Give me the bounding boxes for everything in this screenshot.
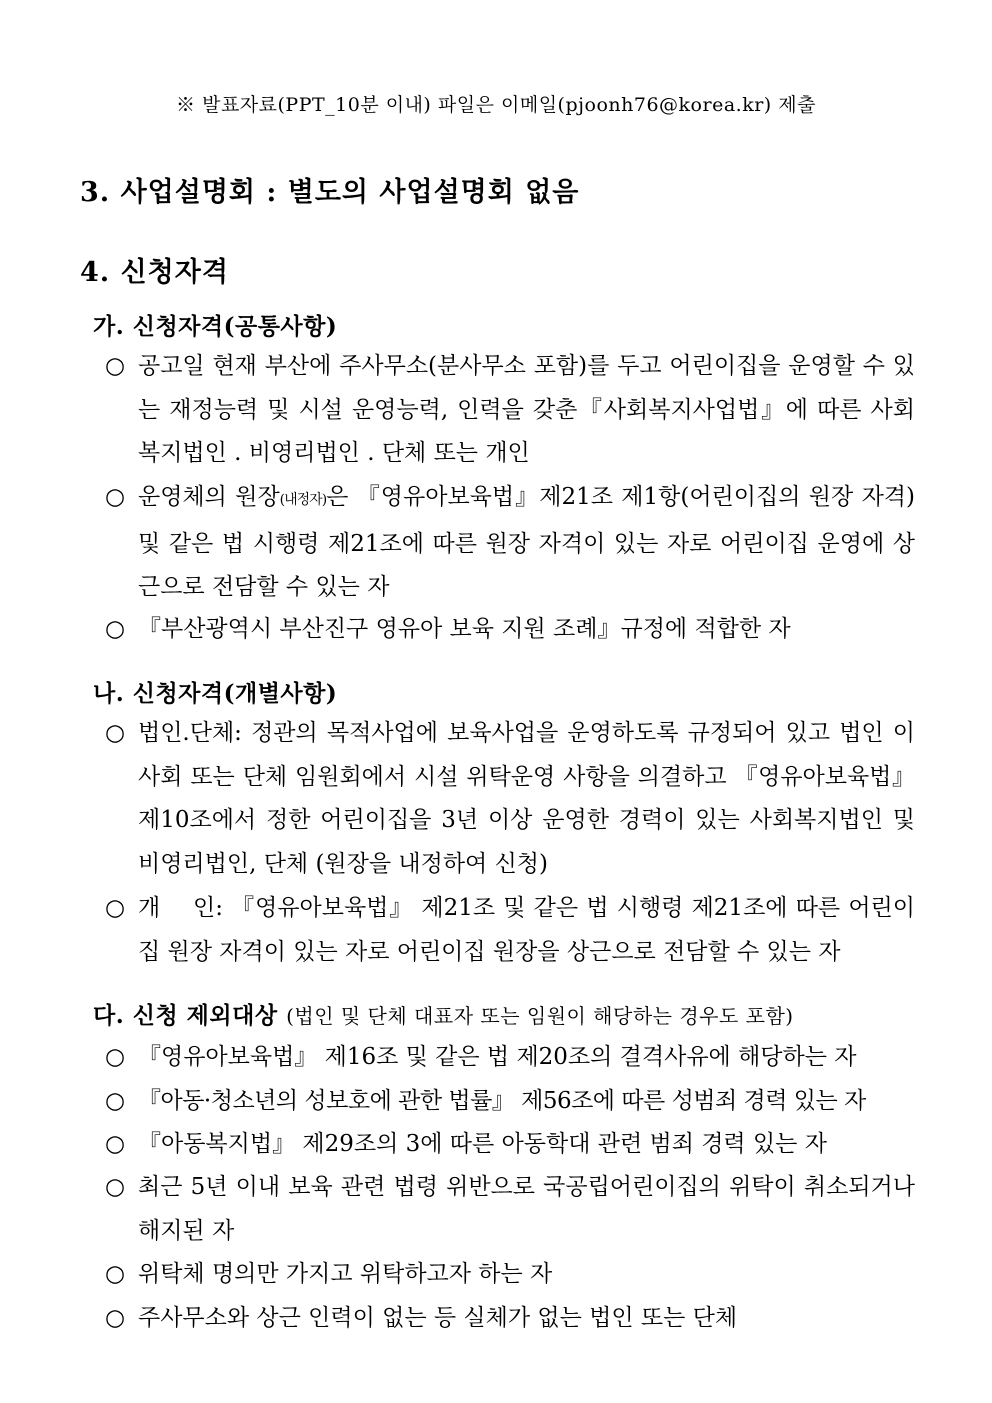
circle-bullet-icon: ○ <box>105 1131 126 1157</box>
list-item <box>105 1253 915 1297</box>
circle-bullet-icon: ○ <box>105 1261 126 1287</box>
list-item-text-b: 은 『영유아보육법』제21조 제1항(어린이집의 원장 자격) 및 같은 법 시행령 제21조에 따른 원장 자격이 있는 자로 어린이집 운영에 상근으로 전담할 수 있는 자 <box>138 484 915 600</box>
circle-bullet-icon: ○ <box>105 1044 126 1070</box>
list-item-text: 위탁체 명의만 가지고 위탁하고자 하는 자 <box>138 1261 553 1287</box>
list-item <box>105 345 915 476</box>
list-item-text: 최근 5년 이내 보육 관련 법령 위반으로 국공립어린이집의 위탁이 취소되거나 해지된 자 <box>138 1174 915 1244</box>
list-item <box>105 1297 915 1341</box>
subsection-da-title-main: 다. 신청 제외대상 <box>93 1002 278 1029</box>
subsection-ga-title: 가. 신청자격(공통사항) <box>93 313 338 340</box>
circle-bullet-icon: ○ <box>105 1174 126 1200</box>
section-4-title: 4. 신청자격 <box>80 257 229 288</box>
list-item-text: 개 인: 『영유아보육법』 제21조 및 같은 법 시행령 제21조에 따른 어린이집 원장 자격이 있는 자로 어린이집 원장을 상근으로 전담할 수 있는 자 <box>138 895 915 965</box>
list-item-text: 주사무소와 상근 인력이 없는 등 실체가 없는 법인 또는 단체 <box>138 1305 738 1331</box>
section-3-title: 3. 사업설명회 : 별도의 사업설명회 없음 <box>80 177 580 208</box>
circle-bullet-icon: ○ <box>105 720 126 746</box>
list-item-text: 『부산광역시 부산진구 영유아 보육 지원 조례』규정에 적합한 자 <box>138 616 791 642</box>
list-item <box>105 1080 915 1124</box>
list-item-text: 『아동복지법』 제29조의 3에 따른 아동학대 관련 범죄 경력 있는 자 <box>138 1131 827 1157</box>
subsection-na-title: 나. 신청자격(개별사항) <box>93 680 338 707</box>
list-item <box>105 1036 915 1080</box>
list-item-text: 공고일 현재 부산에 주사무소(분사무소 포함)를 두고 어린이집을 운영할 수 있는 재정능력 및 시설 운영능력, 인력을 갖춘『사회복지사업법』에 따른 사회복지법인 . 비영리법인 . 단체 또는 개인 <box>138 353 915 466</box>
circle-bullet-icon: ○ <box>105 1088 126 1114</box>
subsection-da-title <box>93 997 794 1030</box>
circle-bullet-icon: ○ <box>105 353 126 379</box>
list-item <box>105 1166 915 1253</box>
list-item-text <box>138 476 915 610</box>
circle-bullet-icon: ○ <box>105 1305 126 1331</box>
subsection-da-title-paren: (법인 및 단체 대표자 또는 임원이 해당하는 경우도 포함) <box>286 1004 794 1028</box>
list-item-text: 『영유아보육법』 제16조 및 같은 법 제20조의 결격사유에 해당하는 자 <box>138 1044 857 1070</box>
list-item <box>105 1123 915 1167</box>
list-item <box>105 712 915 886</box>
list-item-text: 법인.단체: 정관의 목적사업에 보육사업을 운영하도록 규정되어 있고 법인 이사회 또는 단체 임원회에서 시설 위탁운영 사항을 의결하고 『영유아보육법』 제10조에서 정한 어린이집을 3년 이상 운영한 경력이 있는 사회복지법인 및 비영리법인, 단체 (원장을 내정하여 신청) <box>138 720 915 877</box>
list-item <box>105 887 915 974</box>
list-item-text: 『아동·청소년의 성보호에 관한 법률』 제56조에 따른 성범죄 경력 있는 자 <box>138 1088 866 1114</box>
list-item-subscript: (내정자) <box>279 492 327 508</box>
circle-bullet-icon: ○ <box>105 895 126 921</box>
submission-note: ※ 발표자료(PPT_10분 이내) 파일은 이메일(pjoonh76@korea.kr) 제출 <box>176 94 816 116</box>
circle-bullet-icon: ○ <box>105 616 126 642</box>
circle-bullet-icon: ○ <box>105 484 126 510</box>
list-item-text-a: 운영체의 원장 <box>138 484 280 510</box>
list-item <box>105 608 915 652</box>
list-item <box>105 476 915 610</box>
